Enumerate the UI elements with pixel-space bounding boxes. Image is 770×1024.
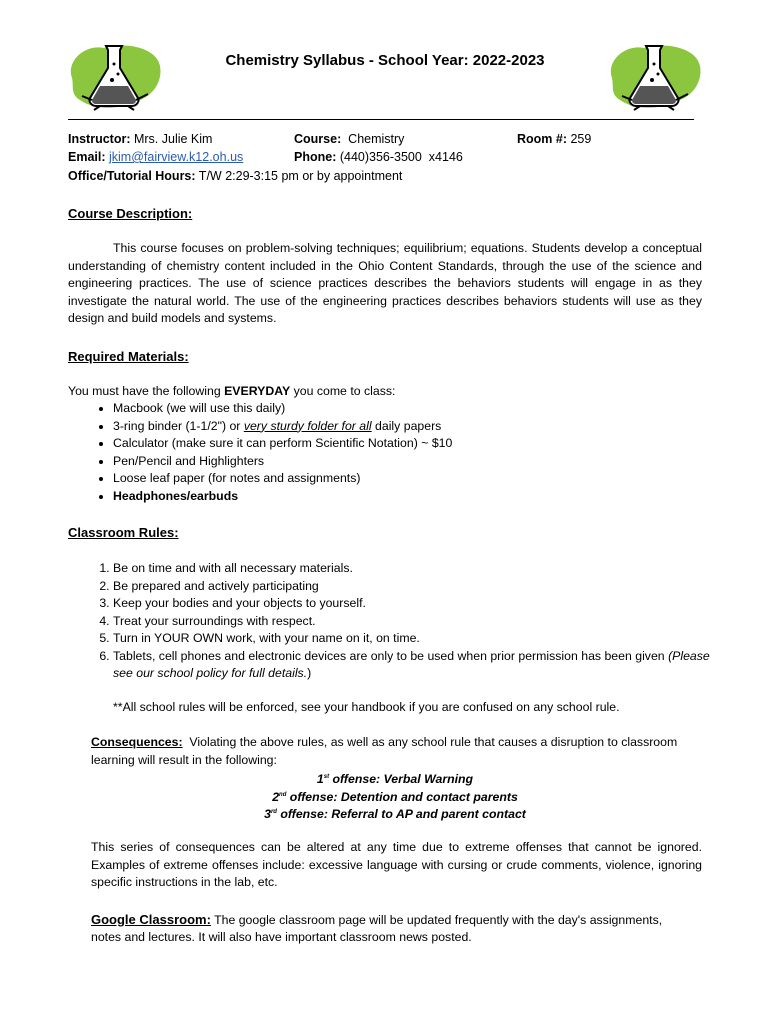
list-item: • Calculator (make sure it can perform Scientific Notation) ~ $10 <box>113 435 452 453</box>
phone-label: Phone: <box>294 150 337 164</box>
materials-list <box>88 400 452 505</box>
list-item: • Macbook (we will use this daily) <box>113 400 452 418</box>
phone-value: (440)356-3500 x4146 <box>336 150 463 164</box>
consequences-label: Consequences: <box>91 735 183 749</box>
course-description-text: This course focuses on problem-solving techniques; equilibrium; equations. Students develop a conceptual understanding of chemistry content included in the Ohio Content Standards, through the use of the science and engineering practices. The use of science practices describes the behaviors students will engage in as they investigate the natural world. The use of the engineering practices describes behaviors students will use as they design and build models and systems. <box>68 241 702 325</box>
list-item: • Loose leaf paper (for notes and assignments) <box>113 470 452 488</box>
consequences-line1: Consequences: Violating the above rules, as well as any school rule that causes a disruption to classroom <box>91 735 678 749</box>
list-item: • Headphones/earbuds <box>113 488 452 506</box>
google-classroom-label: Google Classroom: <box>91 912 211 927</box>
materials-heading: Required Materials: <box>68 349 189 364</box>
hours-label: Office/Tutorial Hours: <box>68 169 196 183</box>
rules-list <box>88 560 713 683</box>
course-value: Chemistry <box>341 132 405 146</box>
list-item: 4. Treat your surroundings with respect. <box>113 613 713 631</box>
hours-value: T/W 2:29-3:15 pm or by appointment <box>195 169 403 183</box>
room-value: 259 <box>567 132 592 146</box>
list-item: • 3-ring binder (1-1/2") or very sturdy folder for all daily papers <box>113 418 452 436</box>
course-label: Course: <box>294 132 342 146</box>
course-description-heading: Course Description: <box>68 206 193 221</box>
email-label: Email: <box>68 150 106 164</box>
email-line <box>68 149 243 166</box>
list-item: 1. Be on time and with all necessary materials. <box>113 560 713 578</box>
list-item: 5. Turn in YOUR OWN work, with your name on it, on time. <box>113 630 713 648</box>
list-item: • Pen/Pencil and Highlighters <box>113 453 452 471</box>
materials-intro: You must have the following EVERYDAY you come to class: <box>68 384 396 398</box>
hours-line <box>68 168 402 185</box>
course-line <box>294 131 404 148</box>
chemistry-flask-icon <box>604 40 704 112</box>
offense-3: 3rd offense: Referral to AP and parent contact <box>264 807 526 822</box>
room-line <box>517 131 591 148</box>
phone-line <box>294 149 463 166</box>
instructor-line <box>68 131 212 148</box>
extreme-offenses-text: This series of consequences can be altered at any time due to extreme offenses that cannot be ignored. Examples of extreme offenses include: excessive language with cursing or crude comments, violence, ignoring specific instructions in the lab, etc. <box>91 840 702 889</box>
everyday-emphasis: EVERYDAY <box>224 384 291 398</box>
google-classroom-line1: Google Classroom: The google classroom page will be updated frequently with the day's assignments, <box>91 912 663 927</box>
list-item: 6. Tablets, cell phones and electronic devices are only to be used when prior permission has been given (Please see our school policy for full details.) <box>113 648 713 683</box>
email-link[interactable]: jkim@fairview.k12.oh.us <box>109 150 244 164</box>
instructor-label: Instructor: <box>68 132 131 146</box>
consequences-line2: learning will result in the following: <box>91 753 277 767</box>
google-classroom-line2: notes and lectures. It will also have important classroom news posted. <box>91 930 472 944</box>
offense-1: 1st offense: Verbal Warning <box>316 772 474 787</box>
list-item: 3. Keep your bodies and your objects to yourself. <box>113 595 713 613</box>
offense-2: 2nd offense: Detention and contact parents <box>272 790 518 805</box>
room-label: Room #: <box>517 132 567 146</box>
rules-heading: Classroom Rules: <box>68 525 179 540</box>
rules-note: **All school rules will be enforced, see your handbook if you are confused on any school rule. <box>113 700 620 714</box>
chemistry-flask-icon <box>64 40 164 112</box>
page-title: Chemistry Syllabus - School Year: 2022-2023 <box>225 52 545 69</box>
instructor-value: Mrs. Julie Kim <box>130 132 213 146</box>
list-item: 2. Be prepared and actively participating <box>113 578 713 596</box>
header-divider <box>68 119 694 120</box>
